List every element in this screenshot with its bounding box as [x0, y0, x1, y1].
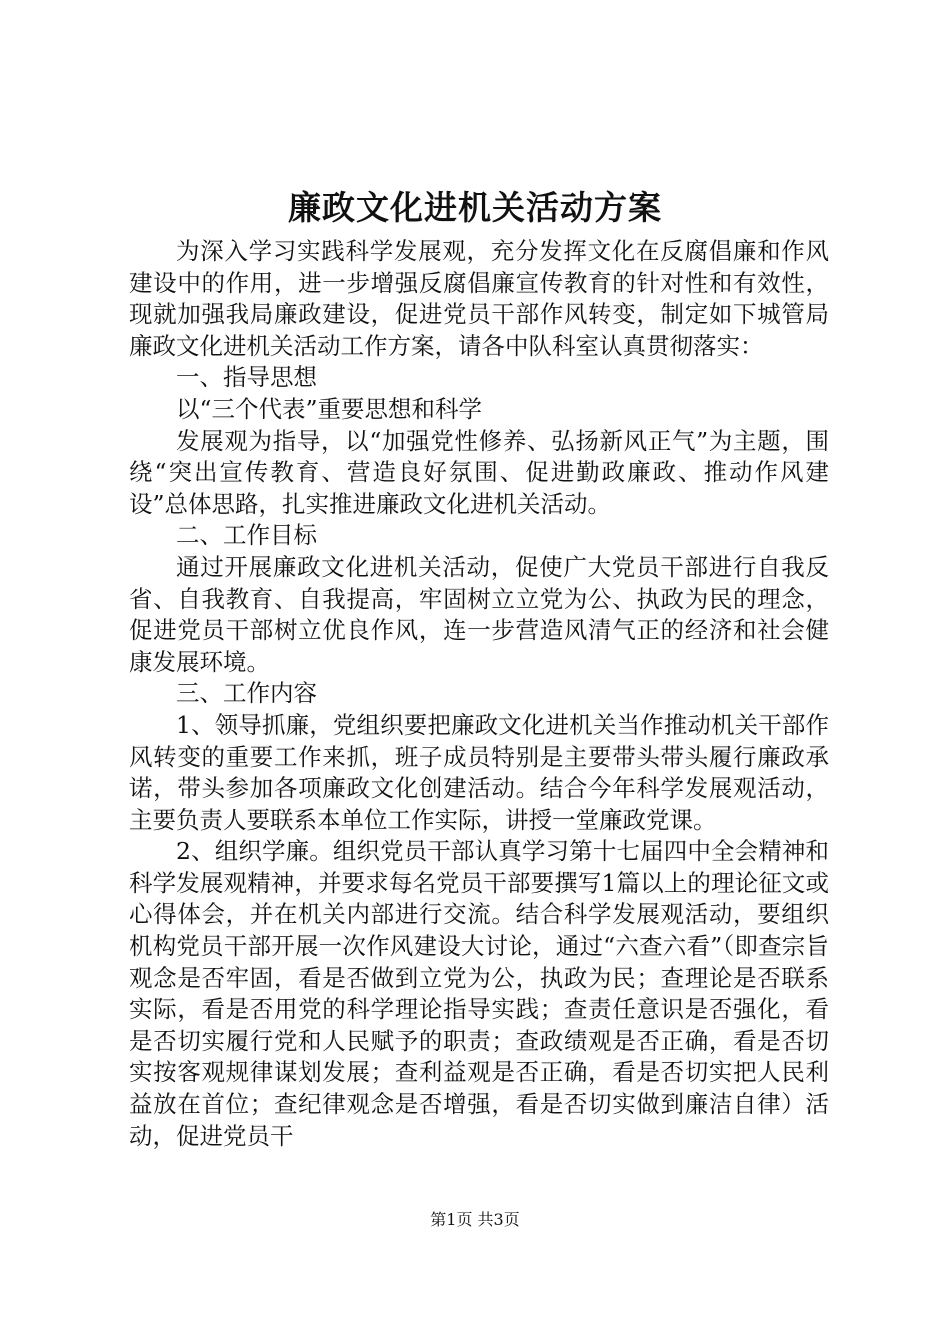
body-paragraph: 2、组织学廉。组织党员干部认真学习第十七届四中全会精神和科学发展观精神，并要求每名党员干部要撰写1篇以上的理论征文或心得体会，并在机关内部进行交流。结合科学发展观活动，要组织机构党员干部开展一次作风建设大讨论，通过“六查六看”（即查宗旨观念是否牢固，看是否做到立党为公，执政为民；查理论是否联系实际，看是否用党的科学理论指导实践；查责任意识是否强化，看是否切实履行党和人民赋予的职责；查政绩观是否正确，看是否切实按客观规律谋划发展；查利益观是否正确，看是否切实把人民利益放在首位；查纪律观念是否增强，看是否切实做到廉洁自律）活动，促进党员干 [129, 837, 829, 1150]
section-heading-work-goals: 二、工作目标 [176, 521, 317, 550]
intro-paragraph: 为深入学习实践科学发展观，充分发挥文化在反腐倡廉和作风建设中的作用，进一步增强反腐倡廉宣传教育的针对性和有效性，现就加强我局廉政建设，促进党员干部作风转变，制定如下城管局廉政文化进机关活动工作方案，请各中队科室认真贯彻落实： [129, 237, 829, 360]
section-heading-work-content: 三、工作内容 [176, 679, 317, 708]
body-paragraph: 以“三个代表”重要思想和科学 [176, 394, 483, 423]
document-body [129, 236, 829, 1152]
body-paragraph: 发展观为指导，以“加强党性修养、弘扬新风正气”为主题，围绕“突出宣传教育、营造良好氛围、促进勤政廉政、推动作风建设”总体思路，扎实推进廉政文化进机关活动。 [129, 426, 829, 518]
section-heading-guiding-ideology: 一、指导思想 [176, 363, 317, 392]
page-number-footer: 第1页 共3页 [430, 1210, 520, 1229]
document-title: 廉政文化进机关活动方案 [288, 188, 662, 227]
body-paragraph: 通过开展廉政文化进机关活动，促使广大党员干部进行自我反省、自我教育、自我提高，牢固树立立党为公、执政为民的理念，促进党员干部树立优良作风，连一步营造风清气正的经济和社会健康发展环境。 [129, 552, 829, 676]
body-paragraph: 1、领导抓廉，党组织要把廉政文化进机关当作推动机关干部作风转变的重要工作来抓，班子成员特别是主要带头带头履行廉政承诺，带头参加各项廉政文化创建活动。结合今年科学发展观活动，主要负责人要联系本单位工作实际，讲授一堂廉政党课。 [129, 710, 829, 834]
